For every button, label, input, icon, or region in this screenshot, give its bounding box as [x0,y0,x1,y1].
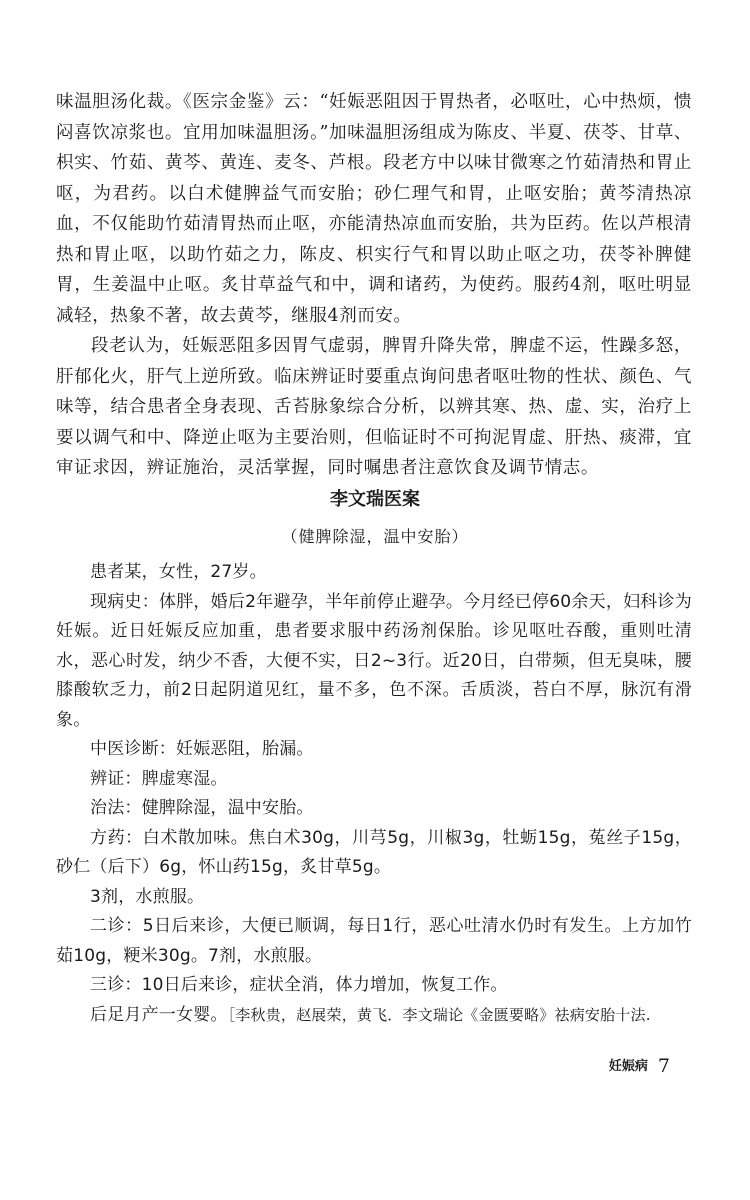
commentary-paragraph-2: 段老认为，妊娠恶阻多因胃气虚弱，脾胃升降失常，脾虚不运，性躁多怒，肝郁化火，肝气上逆所致。临床辨证时要重点询问患者呕吐物的性状、颜色、气味等，结合患者全身表现、舌苔脉象综合分析，以辨其寒、热、虚、实，治疗上要以调气和中、降逆止呕为主要治则，但临证时不可拘泥胃虚、肝热、痰滞，宜审证求因，辨证施治，灵活掌握，同时嘱患者注意饮食及调节情志。 [56,336,692,478]
prescription: 方药：白术散加味。焦白术30g，川芎5g，川椒3g，牡蛎15g，菟丝子15g，砂仁（后下）6g，怀山药15g，炙甘草5g。 [56,827,692,877]
treatment-method: 治法：健脾除湿，温中安胎。 [90,798,314,818]
commentary-text [56,87,692,484]
case-subtitle: （健脾除湿，温中安胎） [281,527,469,546]
second-visit: 二诊：5日后来诊，大便已顺调，每日1行，恶心吐清水仍时有发生。上方加竹茹10g，粳米30g。7剂，水煎服。 [56,916,692,966]
outcome [56,1001,692,1031]
present-history: 现病史：体胖，婚后2年避孕，半年前停止避孕。今月经已停60余天，妇科诊为妊娠。近日妊娠反应加重，患者要求服中药汤剂保胎。诊见呕吐吞酸，重则吐清水，恶心时发，纳少不香，大便不实，日2~3行。近20日，白带频，但无臭味，腰膝酸软乏力，前2日起阴道见红，量不多，色不深。舌质淡，苔白不厚，脉沉有滑象。 [56,591,692,730]
running-section-title: 妊娠病 [608,1059,648,1074]
case-record [56,558,692,1030]
page-footer [609,1055,670,1077]
tcm-diagnosis: 中医诊断：妊娠恶阻，胎漏。 [90,739,314,759]
dosage: 3剂，水煎服。 [90,886,205,907]
patient-info: 患者某，女性，27岁。 [90,562,267,582]
case-title: 李文瑞医案 [330,489,420,510]
third-visit: 三诊：10日后来诊，症状全消，体力增加，恢复工作。 [90,975,508,995]
commentary-paragraph-1: 味温胆汤化裁。《医宗金鉴》云：“妊娠恶阻因于胃热者，必呕吐，心中热烦，愦闷喜饮凉浆也。宜用加味温胆汤。”加味温胆汤组成为陈皮、半夏、茯苓、甘草、枳实、竹茹、黄芩、黄连、麦冬、芦根。段老方中以味甘微寒之竹茹清热和胃止呕，为君药。以白术健脾益气而安胎；砂仁理气和胃，止呕安胎；黄芩清热凉血，不仅能助竹茹清胃热而止呕，亦能清热凉血而安胎，共为臣药。佐以芦根清热和胃止呕，以助竹茹之力，陈皮、枳实行气和胃以助止呕之功，茯苓补脾健胃，生姜温中止呕。炙甘草益气和中，调和诸药，为使药。服药4剂，呕吐明显减轻，热象不著，故去黄芩，继服4剂而安。 [56,92,692,326]
page-number: 7 [657,1055,670,1077]
reference-citation: ［李秋贵，赵展荣，黄飞．李文瑞论《金匮要略》祛病安胎十法. [227,1005,651,1024]
outcome-text: 后足月产一女婴。 [90,1004,228,1025]
syndrome-differentiation: 辨证：脾虚寒湿。 [90,768,228,789]
